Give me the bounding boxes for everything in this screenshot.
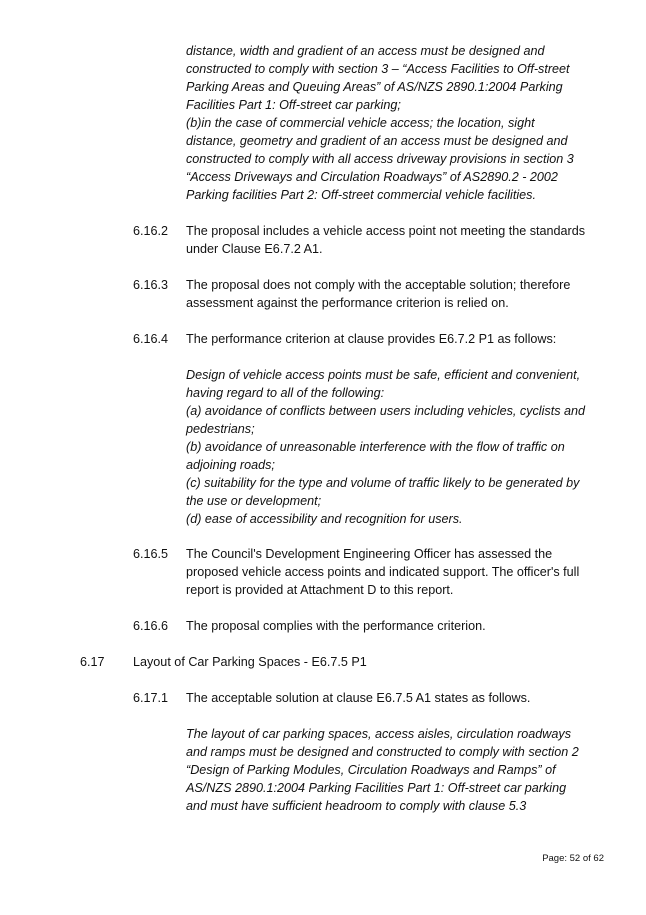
quote-block-access-standards (186, 42, 616, 204)
paragraph-6-16-6 (186, 617, 606, 635)
quote-line: distance, width and gradient of an access must be designed and (186, 44, 545, 58)
quote-line: (d) ease of accessibility and recognition for users. (186, 512, 463, 526)
paragraph-line: under Clause E6.7.2 A1. (186, 242, 323, 256)
page-number: Page: 52 of 62 (542, 853, 604, 864)
quote-line: the use or development; (186, 494, 322, 508)
quote-line: Parking facilities Part 2: Off-street commercial vehicle facilities. (186, 188, 536, 202)
paragraph-number: 6.16.5 (133, 547, 169, 561)
quote-line: constructed to comply with all access driveway provisions in section 3 (186, 152, 574, 166)
quote-line: AS/NZS 2890.1:2004 Parking Facilities Part 1: Off-street car parking (186, 781, 567, 795)
quote-block-performance-criterion (186, 366, 616, 528)
quote-line: Facilities Part 1: Off-street car parking; (186, 98, 401, 112)
quote-line: (b)in the case of commercial vehicle access; the location, sight (186, 116, 535, 130)
quote-line: (c) suitability for the type and volume of traffic likely to be generated by (186, 476, 580, 490)
section-number: 6.17 (80, 655, 105, 669)
paragraph-line: The Council's Development Engineering Officer has assessed the (186, 547, 553, 561)
quote-line: Parking Areas and Queuing Areas” of AS/NZS 2890.1:2004 Parking (186, 80, 563, 94)
paragraph-line: The performance criterion at clause provides E6.7.2 P1 as follows: (186, 332, 557, 346)
paragraph-number: 6.16.4 (133, 332, 169, 346)
quote-line: constructed to comply with section 3 – “Access Facilities to Off-street (186, 62, 570, 76)
paragraph-line: report is provided at Attachment D to this report. (186, 583, 454, 597)
paragraph-6-16-2 (186, 222, 606, 258)
quote-line: “Design of Parking Modules, Circulation Roadways and Ramps” of (186, 763, 556, 777)
paragraph-line: The proposal includes a vehicle access point not meeting the standards (186, 224, 586, 238)
quote-line: (a) avoidance of conflicts between users including vehicles, cyclists and (186, 404, 586, 418)
quote-line: adjoining roads; (186, 458, 275, 472)
quote-line: (b) avoidance of unreasonable interference with the flow of traffic on (186, 440, 565, 454)
quote-line: and must have sufficient headroom to comply with clause 5.3 (186, 799, 527, 813)
paragraph-6-16-4 (186, 330, 606, 348)
quote-line: “Access Driveways and Circulation Roadways” of AS2890.2 - 2002 (186, 170, 558, 184)
quote-line: having regard to all of the following: (186, 386, 385, 400)
paragraph-number: 6.16.6 (133, 619, 169, 633)
paragraph-line: The acceptable solution at clause E6.7.5 A1 states as follows. (186, 691, 531, 705)
paragraph-6-16-3 (186, 276, 606, 312)
paragraph-6-16-5 (186, 545, 606, 599)
quote-line: and ramps must be designed and constructed to comply with section 2 (186, 745, 579, 759)
paragraph-6-17-1 (186, 689, 606, 707)
paragraph-number: 6.17.1 (133, 691, 169, 705)
quote-line: Design of vehicle access points must be safe, efficient and convenient, (186, 368, 581, 382)
paragraph-line: The proposal complies with the performance criterion. (186, 619, 486, 633)
section-heading: Layout of Car Parking Spaces - E6.7.5 P1 (133, 655, 367, 669)
paragraph-line: proposed vehicle access points and indicated support. The officer's full (186, 565, 580, 579)
quote-block-parking-layout (186, 725, 616, 815)
paragraph-line: The proposal does not comply with the acceptable solution; therefore (186, 278, 571, 292)
quote-line: distance, geometry and gradient of an access must be designed and (186, 134, 568, 148)
paragraph-number: 6.16.3 (133, 278, 169, 292)
paragraph-number: 6.16.2 (133, 224, 169, 238)
paragraph-line: assessment against the performance criterion is relied on. (186, 296, 509, 310)
quote-line: The layout of car parking spaces, access aisles, circulation roadways (186, 727, 571, 741)
quote-line: pedestrians; (186, 422, 255, 436)
